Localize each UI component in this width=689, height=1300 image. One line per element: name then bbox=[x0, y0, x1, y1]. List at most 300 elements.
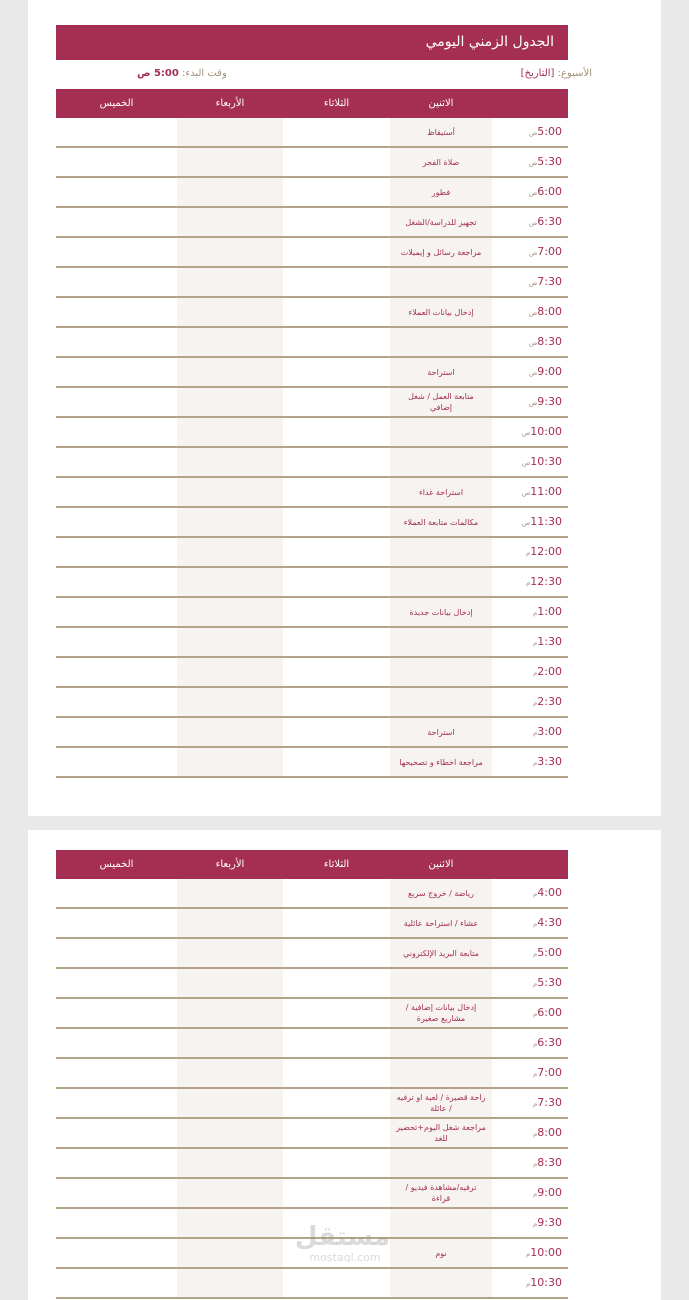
thursday-cell[interactable] bbox=[56, 657, 177, 687]
time-cell bbox=[492, 267, 568, 297]
tuesday-cell[interactable] bbox=[283, 998, 390, 1028]
time-value: 1:30 bbox=[537, 634, 562, 648]
table-row bbox=[56, 118, 568, 147]
time-cell bbox=[492, 1118, 568, 1148]
thursday-cell[interactable] bbox=[56, 118, 177, 147]
time-value: 3:00 bbox=[537, 724, 562, 738]
header-time bbox=[492, 850, 568, 879]
header-tuesday: الثلاثاء bbox=[283, 850, 390, 879]
time-suffix: م bbox=[532, 889, 538, 898]
tuesday-cell[interactable] bbox=[283, 447, 390, 477]
wednesday-cell[interactable] bbox=[177, 998, 283, 1028]
table-row bbox=[56, 998, 568, 1028]
time-value: 6:00 bbox=[537, 1005, 562, 1019]
time-cell bbox=[492, 908, 568, 938]
monday-cell[interactable]: إدخال بيانات العملاء bbox=[390, 297, 492, 327]
time-value: 9:00 bbox=[537, 364, 562, 378]
time-value: 11:30 bbox=[530, 514, 562, 528]
time-suffix: ص bbox=[528, 368, 538, 377]
wednesday-cell[interactable] bbox=[177, 687, 283, 717]
time-suffix: ص bbox=[528, 218, 538, 227]
table-row bbox=[56, 327, 568, 357]
monday-cell[interactable]: إدخال بيانات جديدة bbox=[390, 597, 492, 627]
monday-cell[interactable]: مراجعة رسائل و إيميلات bbox=[390, 237, 492, 267]
monday-cell[interactable]: مراجعة اخطاء و تصحيحها bbox=[390, 747, 492, 777]
wednesday-cell[interactable] bbox=[177, 267, 283, 297]
table-row bbox=[56, 537, 568, 567]
monday-cell[interactable]: صلاة الفجر bbox=[390, 147, 492, 177]
time-suffix: م bbox=[532, 979, 538, 988]
time-value: 5:30 bbox=[537, 154, 562, 168]
time-value: 8:30 bbox=[537, 334, 562, 348]
wednesday-cell[interactable] bbox=[177, 1118, 283, 1148]
tuesday-cell[interactable] bbox=[283, 147, 390, 177]
wednesday-cell[interactable] bbox=[177, 118, 283, 147]
wednesday-cell[interactable] bbox=[177, 177, 283, 207]
time-value: 7:00 bbox=[537, 244, 562, 258]
wednesday-cell[interactable] bbox=[177, 717, 283, 747]
table-row bbox=[56, 357, 568, 387]
time-cell bbox=[492, 597, 568, 627]
tuesday-cell[interactable] bbox=[283, 1058, 390, 1088]
wednesday-cell[interactable] bbox=[177, 1088, 283, 1118]
thursday-cell[interactable] bbox=[56, 447, 177, 477]
time-suffix: ص bbox=[528, 398, 538, 407]
monday-cell[interactable] bbox=[390, 1268, 492, 1298]
wednesday-cell[interactable] bbox=[177, 908, 283, 938]
thursday-cell[interactable] bbox=[56, 267, 177, 297]
time-cell bbox=[492, 1268, 568, 1298]
table-row bbox=[56, 1268, 568, 1298]
header-monday: الاثنين bbox=[390, 850, 492, 879]
tuesday-cell[interactable] bbox=[283, 1118, 390, 1148]
thursday-cell[interactable] bbox=[56, 747, 177, 777]
table-row bbox=[56, 567, 568, 597]
monday-cell[interactable]: استراحة bbox=[390, 717, 492, 747]
thursday-cell[interactable] bbox=[56, 998, 177, 1028]
table-row bbox=[56, 267, 568, 297]
time-value: 7:30 bbox=[537, 274, 562, 288]
time-value: 2:30 bbox=[537, 694, 562, 708]
time-suffix: م bbox=[525, 1279, 531, 1288]
tuesday-cell[interactable] bbox=[283, 1268, 390, 1298]
tuesday-cell[interactable] bbox=[283, 968, 390, 998]
time-value: 10:00 bbox=[530, 424, 562, 438]
header-wednesday: الأربعاء bbox=[177, 89, 283, 118]
wednesday-cell[interactable] bbox=[177, 567, 283, 597]
table-row bbox=[56, 1058, 568, 1088]
time-value: 10:00 bbox=[530, 1245, 562, 1259]
thursday-cell[interactable] bbox=[56, 207, 177, 237]
time-value: 5:00 bbox=[537, 124, 562, 138]
watermark-latin: mostaql.com bbox=[309, 1251, 381, 1264]
thursday-cell[interactable] bbox=[56, 537, 177, 567]
schedule-table-page-1 bbox=[56, 89, 568, 778]
table-row bbox=[56, 387, 568, 417]
header-wednesday: الأربعاء bbox=[177, 850, 283, 879]
tuesday-cell[interactable] bbox=[283, 747, 390, 777]
week-value[interactable]: [التاريخ] bbox=[520, 68, 555, 79]
monday-cell[interactable]: تجهيز للدراسة/الشغل bbox=[390, 207, 492, 237]
time-value: 10:30 bbox=[530, 1275, 562, 1289]
wednesday-cell[interactable] bbox=[177, 1058, 283, 1088]
monday-cell[interactable]: أستيقاظ bbox=[390, 118, 492, 147]
tuesday-cell[interactable] bbox=[283, 118, 390, 147]
monday-cell[interactable]: متابعة البريد الإلكتروني bbox=[390, 938, 492, 968]
thursday-cell[interactable] bbox=[56, 357, 177, 387]
tuesday-cell[interactable] bbox=[283, 1028, 390, 1058]
thursday-cell[interactable] bbox=[56, 717, 177, 747]
monday-cell[interactable]: متابعة العمل / شغل إضافي bbox=[390, 387, 492, 417]
tuesday-cell[interactable] bbox=[283, 507, 390, 537]
wednesday-cell[interactable] bbox=[177, 477, 283, 507]
table-row bbox=[56, 417, 568, 447]
monday-cell[interactable]: مكالمات متابعة العملاء bbox=[390, 507, 492, 537]
monday-cell[interactable]: مراجعة شغل اليوم+تحضير للغد bbox=[390, 1118, 492, 1148]
time-value: 4:30 bbox=[537, 915, 562, 929]
monday-cell[interactable]: ترفيه/مشاهدة فيديو / قراءة bbox=[390, 1178, 492, 1208]
table-row bbox=[56, 177, 568, 207]
time-value: 6:30 bbox=[537, 214, 562, 228]
monday-cell[interactable]: عشاء / استراحة عائلية bbox=[390, 908, 492, 938]
time-suffix: ص bbox=[528, 278, 538, 287]
page-title: الجدول الزمني اليومي bbox=[56, 25, 568, 60]
time-cell bbox=[492, 177, 568, 207]
time-value: 2:00 bbox=[537, 664, 562, 678]
time-cell bbox=[492, 537, 568, 567]
time-cell bbox=[492, 1028, 568, 1058]
start-time-value[interactable]: 5:00 ص bbox=[137, 68, 179, 79]
monday-cell[interactable] bbox=[390, 627, 492, 657]
monday-cell[interactable] bbox=[390, 567, 492, 597]
time-value: 12:30 bbox=[530, 574, 562, 588]
time-value: 4:00 bbox=[537, 885, 562, 899]
wednesday-cell[interactable] bbox=[177, 879, 283, 908]
thursday-cell[interactable] bbox=[56, 417, 177, 447]
thursday-cell[interactable] bbox=[56, 968, 177, 998]
time-value: 6:30 bbox=[537, 1035, 562, 1049]
time-value: 10:30 bbox=[530, 454, 562, 468]
time-suffix: م bbox=[525, 1249, 531, 1258]
monday-cell[interactable] bbox=[390, 327, 492, 357]
time-value: 12:00 bbox=[530, 544, 562, 558]
time-cell bbox=[492, 567, 568, 597]
monday-cell[interactable] bbox=[390, 537, 492, 567]
wednesday-cell[interactable] bbox=[177, 147, 283, 177]
wednesday-cell[interactable] bbox=[177, 597, 283, 627]
thursday-cell[interactable] bbox=[56, 1058, 177, 1088]
time-value: 3:30 bbox=[537, 754, 562, 768]
table-row bbox=[56, 1148, 568, 1178]
tuesday-cell[interactable] bbox=[283, 237, 390, 267]
thursday-cell[interactable] bbox=[56, 567, 177, 597]
time-suffix: م bbox=[532, 919, 538, 928]
wednesday-cell[interactable] bbox=[177, 747, 283, 777]
monday-cell[interactable]: رياضة / خروج سريع bbox=[390, 879, 492, 908]
wednesday-cell[interactable] bbox=[177, 207, 283, 237]
time-cell bbox=[492, 1148, 568, 1178]
tuesday-cell[interactable] bbox=[283, 297, 390, 327]
time-suffix: ص bbox=[528, 188, 538, 197]
monday-cell[interactable] bbox=[390, 1058, 492, 1088]
tuesday-cell[interactable] bbox=[283, 567, 390, 597]
time-value: 9:30 bbox=[537, 394, 562, 408]
schedule-header-row bbox=[56, 89, 568, 118]
time-suffix: م bbox=[532, 1099, 538, 1108]
tuesday-cell[interactable] bbox=[283, 387, 390, 417]
time-suffix: ص bbox=[528, 308, 538, 317]
time-cell bbox=[492, 1208, 568, 1238]
time-value: 5:30 bbox=[537, 975, 562, 989]
time-suffix: م bbox=[532, 1219, 538, 1228]
start-time-field bbox=[137, 68, 227, 79]
time-value: 7:30 bbox=[537, 1095, 562, 1109]
time-cell bbox=[492, 1058, 568, 1088]
tuesday-cell[interactable] bbox=[283, 1088, 390, 1118]
table-row bbox=[56, 968, 568, 998]
time-suffix: م bbox=[532, 1009, 538, 1018]
table-row bbox=[56, 1028, 568, 1058]
time-suffix: م bbox=[525, 578, 531, 587]
time-cell bbox=[492, 1088, 568, 1118]
start-time-label: وقت البدء: bbox=[182, 68, 227, 79]
header-thursday: الخميس bbox=[56, 89, 177, 118]
time-suffix: م bbox=[532, 1159, 538, 1168]
time-cell bbox=[492, 1238, 568, 1268]
tuesday-cell[interactable] bbox=[283, 1178, 390, 1208]
table-row bbox=[56, 938, 568, 968]
time-cell bbox=[492, 998, 568, 1028]
header-time bbox=[492, 89, 568, 118]
time-cell bbox=[492, 447, 568, 477]
thursday-cell[interactable] bbox=[56, 1148, 177, 1178]
wednesday-cell[interactable] bbox=[177, 297, 283, 327]
monday-cell[interactable] bbox=[390, 1148, 492, 1178]
time-suffix: م bbox=[532, 698, 538, 707]
wednesday-cell[interactable] bbox=[177, 1268, 283, 1298]
table-row bbox=[56, 1178, 568, 1208]
thursday-cell[interactable] bbox=[56, 297, 177, 327]
time-suffix: م bbox=[532, 1189, 538, 1198]
time-value: 5:00 bbox=[537, 945, 562, 959]
time-value: 8:30 bbox=[537, 1155, 562, 1169]
tuesday-cell[interactable] bbox=[283, 537, 390, 567]
wednesday-cell[interactable] bbox=[177, 357, 283, 387]
time-cell bbox=[492, 417, 568, 447]
thursday-cell[interactable] bbox=[56, 237, 177, 267]
monday-cell[interactable]: نوم bbox=[390, 1238, 492, 1268]
time-suffix: م bbox=[532, 1129, 538, 1138]
time-suffix: م bbox=[532, 1069, 538, 1078]
time-suffix: ص bbox=[521, 518, 531, 527]
time-cell bbox=[492, 477, 568, 507]
time-value: 7:00 bbox=[537, 1065, 562, 1079]
time-cell bbox=[492, 657, 568, 687]
thursday-cell[interactable] bbox=[56, 147, 177, 177]
wednesday-cell[interactable] bbox=[177, 657, 283, 687]
tuesday-cell[interactable] bbox=[283, 687, 390, 717]
table-row bbox=[56, 747, 568, 777]
tuesday-cell[interactable] bbox=[283, 627, 390, 657]
monday-cell[interactable]: فطور bbox=[390, 177, 492, 207]
time-value: 6:00 bbox=[537, 184, 562, 198]
tuesday-cell[interactable] bbox=[283, 207, 390, 237]
schedule-header-row bbox=[56, 850, 568, 879]
wednesday-cell[interactable] bbox=[177, 1028, 283, 1058]
wednesday-cell[interactable] bbox=[177, 387, 283, 417]
monday-cell[interactable] bbox=[390, 267, 492, 297]
table-row bbox=[56, 297, 568, 327]
time-suffix: م bbox=[525, 548, 531, 557]
monday-cell[interactable] bbox=[390, 657, 492, 687]
thursday-cell[interactable] bbox=[56, 1028, 177, 1058]
tuesday-cell[interactable] bbox=[283, 477, 390, 507]
thursday-cell[interactable] bbox=[56, 507, 177, 537]
wednesday-cell[interactable] bbox=[177, 1178, 283, 1208]
time-cell bbox=[492, 327, 568, 357]
thursday-cell[interactable] bbox=[56, 597, 177, 627]
table-row bbox=[56, 507, 568, 537]
table-row bbox=[56, 207, 568, 237]
thursday-cell[interactable] bbox=[56, 879, 177, 908]
time-cell bbox=[492, 687, 568, 717]
time-cell bbox=[492, 717, 568, 747]
tuesday-cell[interactable] bbox=[283, 938, 390, 968]
time-cell bbox=[492, 507, 568, 537]
time-cell bbox=[492, 237, 568, 267]
time-cell bbox=[492, 627, 568, 657]
monday-cell[interactable] bbox=[390, 1208, 492, 1238]
time-cell bbox=[492, 357, 568, 387]
table-row bbox=[56, 627, 568, 657]
header-monday: الاثنين bbox=[390, 89, 492, 118]
tuesday-cell[interactable] bbox=[283, 908, 390, 938]
watermark-arabic: مستقل bbox=[294, 1222, 390, 1252]
wednesday-cell[interactable] bbox=[177, 417, 283, 447]
time-suffix: ص bbox=[528, 248, 538, 257]
wednesday-cell[interactable] bbox=[177, 627, 283, 657]
table-row bbox=[56, 657, 568, 687]
time-cell bbox=[492, 879, 568, 908]
wednesday-cell[interactable] bbox=[177, 968, 283, 998]
time-cell bbox=[492, 147, 568, 177]
thursday-cell[interactable] bbox=[56, 1208, 177, 1238]
monday-cell[interactable] bbox=[390, 1028, 492, 1058]
tuesday-cell[interactable] bbox=[283, 657, 390, 687]
header-thursday: الخميس bbox=[56, 850, 177, 879]
tuesday-cell[interactable] bbox=[283, 267, 390, 297]
time-cell bbox=[492, 387, 568, 417]
time-suffix: ص bbox=[528, 128, 538, 137]
thursday-cell[interactable] bbox=[56, 1178, 177, 1208]
time-cell bbox=[492, 207, 568, 237]
time-cell bbox=[492, 1178, 568, 1208]
time-suffix: ص bbox=[528, 338, 538, 347]
thursday-cell[interactable] bbox=[56, 1238, 177, 1268]
tuesday-cell[interactable] bbox=[283, 327, 390, 357]
time-value: 9:00 bbox=[537, 1185, 562, 1199]
monday-cell[interactable]: راحة قصيرة / لعبة او ترفيه / عائلة bbox=[390, 1088, 492, 1118]
table-row bbox=[56, 717, 568, 747]
tuesday-cell[interactable] bbox=[283, 717, 390, 747]
header-tuesday: الثلاثاء bbox=[283, 89, 390, 118]
time-value: 8:00 bbox=[537, 1125, 562, 1139]
tuesday-cell[interactable] bbox=[283, 417, 390, 447]
time-suffix: م bbox=[532, 1039, 538, 1048]
tuesday-cell[interactable] bbox=[283, 177, 390, 207]
thursday-cell[interactable] bbox=[56, 1088, 177, 1118]
wednesday-cell[interactable] bbox=[177, 507, 283, 537]
monday-cell[interactable] bbox=[390, 417, 492, 447]
monday-cell[interactable]: استراحة bbox=[390, 357, 492, 387]
wednesday-cell[interactable] bbox=[177, 1238, 283, 1268]
table-row bbox=[56, 597, 568, 627]
time-cell bbox=[492, 118, 568, 147]
monday-cell[interactable] bbox=[390, 447, 492, 477]
time-suffix: م bbox=[532, 608, 538, 617]
thursday-cell[interactable] bbox=[56, 908, 177, 938]
monday-cell[interactable]: استراحة غداء bbox=[390, 477, 492, 507]
wednesday-cell[interactable] bbox=[177, 237, 283, 267]
wednesday-cell[interactable] bbox=[177, 1208, 283, 1238]
time-value: 1:00 bbox=[537, 604, 562, 618]
thursday-cell[interactable] bbox=[56, 327, 177, 357]
time-suffix: م bbox=[532, 668, 538, 677]
time-suffix: ص bbox=[528, 158, 538, 167]
tuesday-cell[interactable] bbox=[283, 1148, 390, 1178]
thursday-cell[interactable] bbox=[56, 387, 177, 417]
thursday-cell[interactable] bbox=[56, 1118, 177, 1148]
wednesday-cell[interactable] bbox=[177, 1148, 283, 1178]
time-suffix: م bbox=[532, 758, 538, 767]
thursday-cell[interactable] bbox=[56, 938, 177, 968]
monday-cell[interactable] bbox=[390, 968, 492, 998]
monday-cell[interactable]: إدخال بيانات إضافية / مشاريع صغيرة bbox=[390, 998, 492, 1028]
week-label: الأسبوع: bbox=[557, 68, 592, 79]
table-row bbox=[56, 687, 568, 717]
time-suffix: ص bbox=[521, 488, 531, 497]
tuesday-cell[interactable] bbox=[283, 879, 390, 908]
watermark bbox=[294, 1222, 390, 1264]
wednesday-cell[interactable] bbox=[177, 447, 283, 477]
time-suffix: م bbox=[532, 949, 538, 958]
time-suffix: م bbox=[532, 638, 538, 647]
tuesday-cell[interactable] bbox=[283, 597, 390, 627]
wednesday-cell[interactable] bbox=[177, 537, 283, 567]
table-row bbox=[56, 237, 568, 267]
table-row bbox=[56, 1118, 568, 1148]
time-cell bbox=[492, 297, 568, 327]
time-cell bbox=[492, 938, 568, 968]
wednesday-cell[interactable] bbox=[177, 327, 283, 357]
table-row bbox=[56, 447, 568, 477]
thursday-cell[interactable] bbox=[56, 477, 177, 507]
thursday-cell[interactable] bbox=[56, 177, 177, 207]
time-value: 11:00 bbox=[530, 484, 562, 498]
tuesday-cell[interactable] bbox=[283, 357, 390, 387]
time-value: 9:30 bbox=[537, 1215, 562, 1229]
wednesday-cell[interactable] bbox=[177, 938, 283, 968]
time-value: 8:00 bbox=[537, 304, 562, 318]
thursday-cell[interactable] bbox=[56, 687, 177, 717]
thursday-cell[interactable] bbox=[56, 1268, 177, 1298]
table-row bbox=[56, 477, 568, 507]
thursday-cell[interactable] bbox=[56, 627, 177, 657]
time-suffix: م bbox=[532, 728, 538, 737]
time-suffix: ص bbox=[521, 428, 531, 437]
monday-cell[interactable] bbox=[390, 687, 492, 717]
week-field bbox=[521, 68, 592, 79]
